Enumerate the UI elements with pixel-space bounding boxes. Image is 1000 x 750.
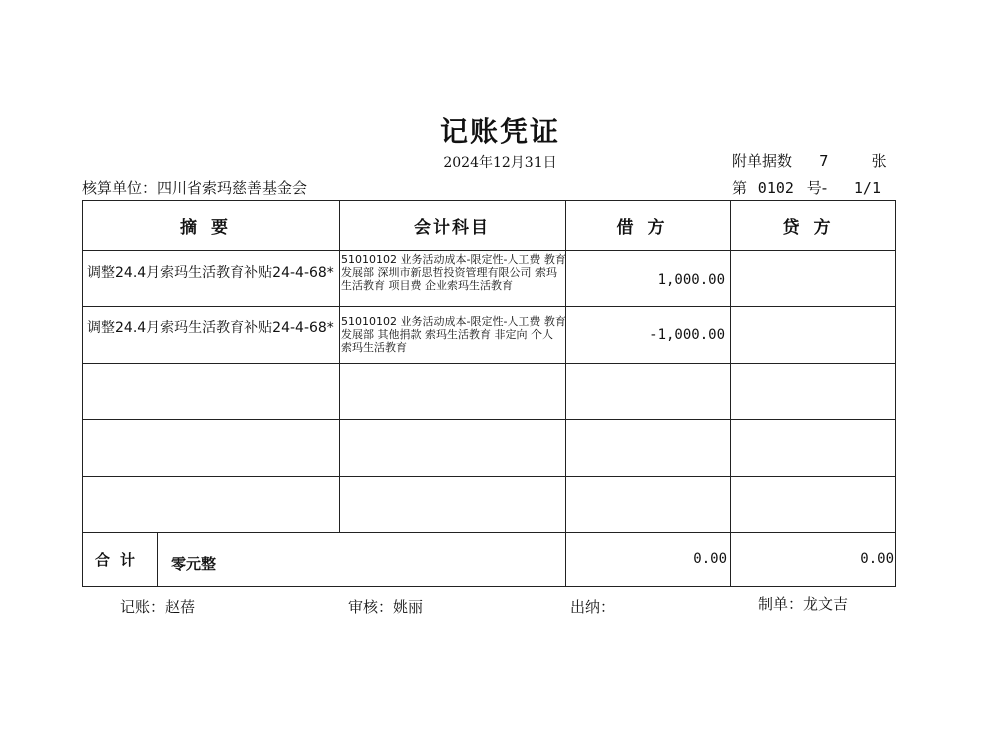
no-prefix: 第 <box>732 179 748 197</box>
total-credit: 0.00 <box>860 551 894 567</box>
row-divider <box>83 476 895 477</box>
header-debit: 借方 <box>616 218 679 238</box>
row-divider <box>83 363 895 364</box>
row1-debit: 1,000.00 <box>657 272 725 288</box>
attach-unit: 张 <box>871 152 887 170</box>
unit-label: 核算单位： <box>82 179 158 197</box>
col-divider <box>730 201 731 587</box>
header-account: 会计科目 <box>414 218 490 238</box>
total-debit: 0.00 <box>693 551 727 567</box>
row-divider <box>83 419 895 420</box>
bookkeeper-signature <box>120 596 195 617</box>
voucher-table <box>82 200 896 587</box>
no-value: 0102 <box>757 179 794 197</box>
preparer-name: 龙文吉 <box>803 595 849 613</box>
preparer-signature <box>758 593 848 614</box>
bookkeeper-label: 记账： <box>120 598 166 616</box>
voucher-date: 2024年12月31日 <box>443 155 557 171</box>
voucher-number <box>732 177 881 198</box>
row1-account: 51010102 业务活动成本-限定性-人工费 教育发展部 深圳市新思哲投资管理有限公司 索玛生活教育 项目费 企业索玛生活教育 <box>341 253 566 292</box>
cashier-label: 出纳： <box>570 598 616 616</box>
total-divider <box>157 532 158 587</box>
cashier-signature <box>570 596 615 617</box>
bookkeeper-name: 赵蓓 <box>165 598 196 616</box>
header-credit: 贷方 <box>782 218 845 238</box>
col-divider <box>339 201 340 532</box>
no-suffix: 号- <box>806 179 828 197</box>
row2-account: 51010102 业务活动成本-限定性-人工费 教育发展部 其他捐款 索玛生活教育 非定向 个人 索玛生活教育 <box>341 315 566 354</box>
header-summary: 摘要 <box>180 218 242 238</box>
row2-debit: -1,000.00 <box>649 327 725 343</box>
page-number: 1/1 <box>853 179 881 197</box>
row1-summary: 调整24.4月索玛生活教育补贴24-4-68* <box>87 265 334 281</box>
reviewer-signature <box>348 596 423 617</box>
preparer-label: 制单： <box>758 595 804 613</box>
attach-count: 7 <box>819 152 829 170</box>
total-in-words: 零元整 <box>171 555 217 573</box>
row-divider <box>83 532 895 533</box>
accounting-unit <box>82 177 307 198</box>
row-divider <box>83 306 895 307</box>
attachment-count <box>732 150 887 171</box>
attach-label: 附单据数 <box>732 152 793 170</box>
voucher-title: 记账凭证 <box>439 115 560 148</box>
reviewer-label: 审核： <box>348 598 394 616</box>
reviewer-name: 姚丽 <box>393 598 424 616</box>
row-divider <box>83 250 895 251</box>
total-label: 合计 <box>94 551 145 569</box>
row2-summary: 调整24.4月索玛生活教育补贴24-4-68* <box>87 320 334 336</box>
unit-name: 四川省索玛慈善基金会 <box>157 179 308 197</box>
